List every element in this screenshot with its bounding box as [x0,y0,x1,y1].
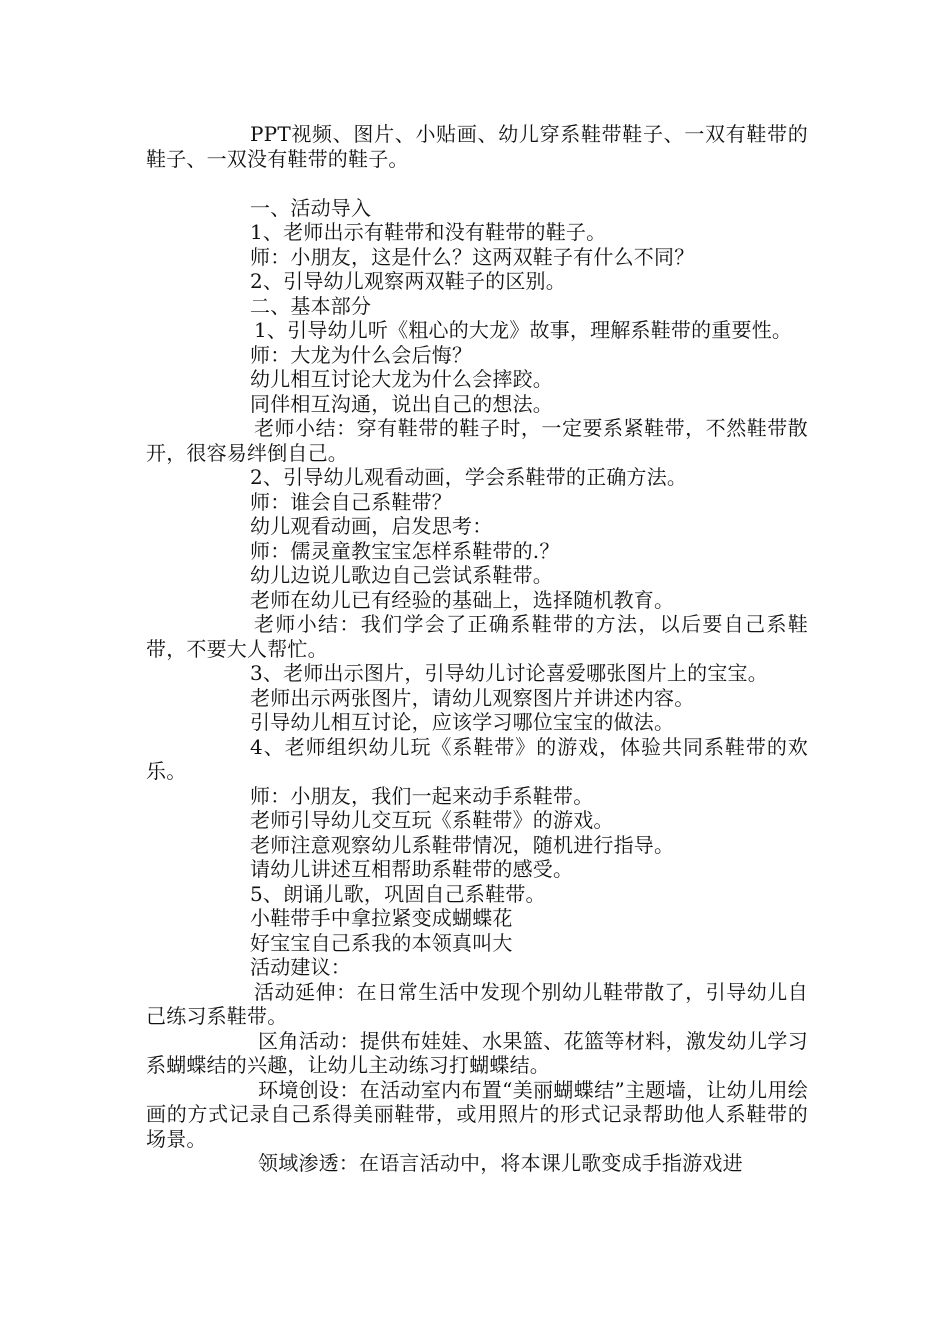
paragraph: 老师在幼儿已有经验的基础上，选择随机教育。 [250,587,675,612]
paragraph: 老师注意观察幼儿系鞋带情况，随机进行指导。 [250,832,675,857]
paragraph: 幼儿相互讨论大龙为什么会摔跤。 [250,367,553,391]
paragraph: 请幼儿讲述互相帮助系鞋带的感受。 [250,857,574,881]
rhyme-line: 小鞋带手中拿拉紧变成蝴蝶花 [250,906,513,930]
paragraph: 幼儿观看动画，启发思考： [250,514,493,538]
paragraph: 活动延伸：在日常生活中发现个别幼儿鞋带散了，引导幼儿自己练习系鞋带。 [146,979,808,1028]
paragraph: 老师小结：穿有鞋带的鞋子时，一定要系紧鞋带，不然鞋带散开，很容易绊倒自己。 [146,416,808,465]
paragraph: 师：儒灵童教宝宝怎样系鞋带的.？ [250,538,560,563]
paragraph: 幼儿边说儿歌边自己尝试系鞋带。 [250,563,553,587]
paragraph: 引导幼儿相互讨论，应该学习哪位宝宝的做法。 [250,710,675,734]
materials-paragraph: PPT视频、图片、小贴画、幼儿穿系鞋带鞋子、一双有鞋带的鞋子、一双没有鞋带的鞋子。 [146,122,808,171]
paragraph: 同伴相互沟通，说出自己的想法。 [250,391,553,416]
paragraph: 3、老师出示图片，引导幼儿讨论喜爱哪张图片上的宝宝。 [250,661,768,685]
paragraph: 环境创设：在活动室内布置“美丽蝴蝶结”主题墙，让幼儿用绘画的方式记录自己系得美丽鞋带，或用照片的形式记录帮助他人系鞋带的场景。 [146,1077,808,1151]
paragraph: 师：谁会自己系鞋带？ [250,489,452,514]
paragraph: 老师出示两张图片，请幼儿观察图片并讲述内容。 [250,685,695,710]
paragraph: 2、引导幼儿观看动画，学会系鞋带的正确方法。 [250,465,688,489]
paragraph: 5、朗诵儿歌，巩固自己系鞋带。 [250,881,546,906]
document-body [146,122,808,1176]
paragraph: 4、老师组织幼儿玩《系鞋带》的游戏，体验共同系鞋带的欢乐。 [146,734,808,783]
paragraph: 区角活动：提供布娃娃、水果篮、花篮等材料，激发幼儿学习系蝴蝶结的兴趣，让幼儿主动练习打蝴蝶结。 [146,1028,808,1077]
paragraph: 2、引导幼儿观察两双鞋子的区别。 [250,269,566,293]
paragraph: 老师引导幼儿交互玩《系鞋带》的游戏。 [250,808,614,832]
paragraph: 师：小朋友，这是什么？这两双鞋子有什么不同？ [250,244,695,269]
paragraph: 师：大龙为什么会后悔？ [250,342,473,367]
paragraph: 老师小结：我们学会了正确系鞋带的方法，以后要自己系鞋带，不要大人帮忙。 [146,612,808,661]
rhyme-line: 好宝宝自己系我的本领真叫大 [250,930,513,955]
paragraph: 领域渗透：在语言活动中，将本课儿歌变成手指游戏进 [258,1151,743,1175]
paragraph: 师：小朋友，我们一起来动手系鞋带。 [250,783,594,808]
section-heading-intro: 一、活动导入 [250,195,372,220]
section-heading-main: 二、基本部分 [250,293,372,318]
section-heading-suggestions: 活动建议： [250,955,351,979]
blank-line [146,171,808,196]
paragraph: 1、引导幼儿听《粗心的大龙》故事，理解系鞋带的重要性。 [254,318,793,342]
paragraph: 1、老师出示有鞋带和没有鞋带的鞋子。 [250,220,607,244]
